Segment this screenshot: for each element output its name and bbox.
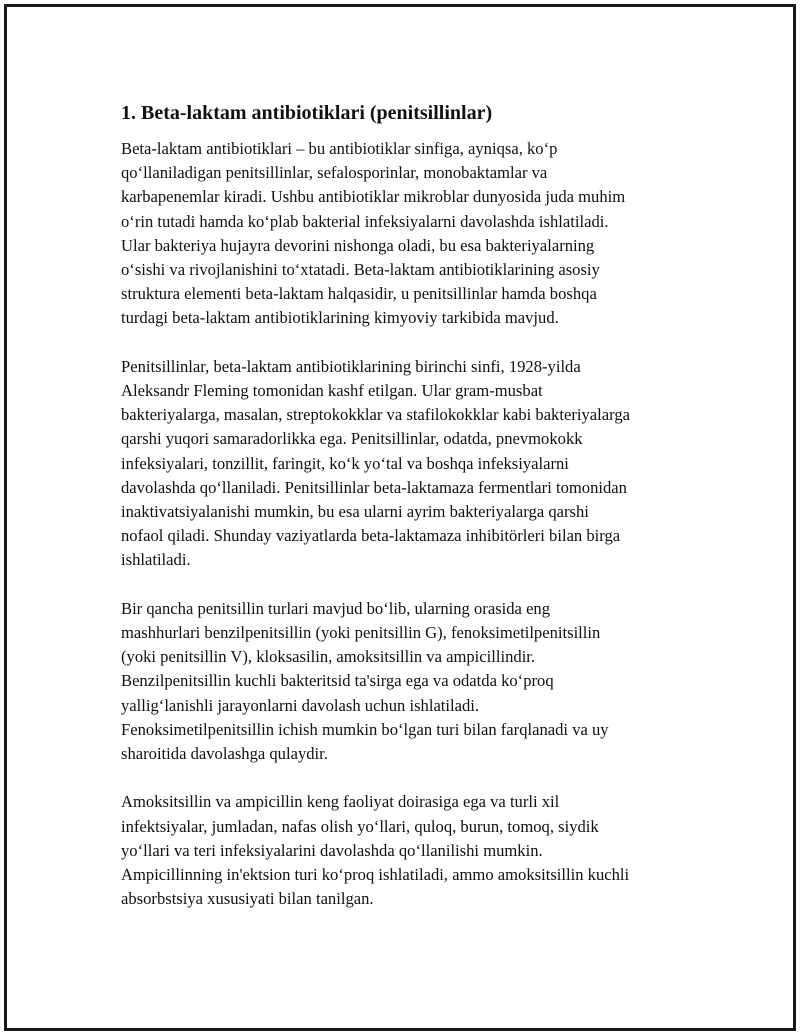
paragraph-beta-lactam-intro: Beta-laktam antibiotiklari – bu antibiotiklar sinfiga, ayniqsa, ko‘p qo‘llaniladigan penitsillinlar, sefalosporinlar, monobaktamlar va karbapenemlar kiradi. Ushbu antibiotiklar mikroblar dunyosida juda muhim o‘rin tutadi hamda ko‘plab bakterial infeksiyalarni davolashda ishlatiladi. Ular bakteriya hujayra devorini nishonga oladi, bu esa bakteriyalarning o‘sishi va rivojlanishini to‘xtatadi. Beta-laktam antibiotiklarining asosiy struktura elementi beta-laktam halqasidir, u penitsillinlar hamda boshqa turdagi beta-laktam antibiotiklarining kimyoviy tarkibida mavjud. [121,139,626,328]
paragraph-penicillins-history: Penitsillinlar, beta-laktam antibiotiklarining birinchi sinfi, 1928-yilda Aleksandr Fleming tomonidan kashf etilgan. Ular gram-musbat bakteriyalarga, masalan, streptokokklar va stafilokokklar kabi bakteriyalarga qarshi yuqori samaradorlikka ega. Penitsillinlar, odatda, pnevmokokk infeksiyalari, tonzillit, faringit, ko‘k yo‘tal va boshqa infeksiyalarni davolashda qo‘llaniladi. Penitsillinlar beta-laktamaza fermentlari tomonidan inaktivatsiyalanishi mumkin, bu esa ularni ayrim bakteriyalarga qarshi nofaol qiladi. Shunday vaziyatlarda beta-laktamaza inhibitörleri bilan birga ishlatiladi. [121,356,630,570]
paragraph-amoxicillin-ampicillin: Amoksitsillin va ampicillin keng faoliyat doirasiga ega va turli xil infektsiyalar, jumladan, nafas olish yo‘llari, quloq, burun, tomoq, siydik yo‘llari va teri infeksiyalarini davolashda qo‘llanilishi mumkin. Ampicillinning in'ektsion turi ko‘proq ishlatiladi, ammo amoksitsillin kuchli absorbstsiya xususiyati bilan tanilgan. [121,792,630,909]
section-heading: 1. Beta-laktam antibiotiklari (penitsillinlar) [121,102,493,124]
paragraph-penicillin-types: Bir qancha penitsillin turlari mavjud bo‘lib, ularning orasida eng mashhurlari benzilpenitsillin (yoki penitsillin G), fenoksimetilpenitsillin (yoki penitsillin V), kloksasilin, amoksitsillin va ampicillindir. Benzilpenitsillin kuchli bakteritsid ta'sirga ega va odatda ko‘proq yallig‘lanishli jarayonlarni davolash uchun ishlatiladi. Fenoksimetilpenitsillin ichish mumkin bo‘lgan turi bilan farqlanadi va uy sharoitida davolashga qulaydir. [121,598,609,764]
document-body [121,99,701,936]
page-border [4,4,796,1031]
